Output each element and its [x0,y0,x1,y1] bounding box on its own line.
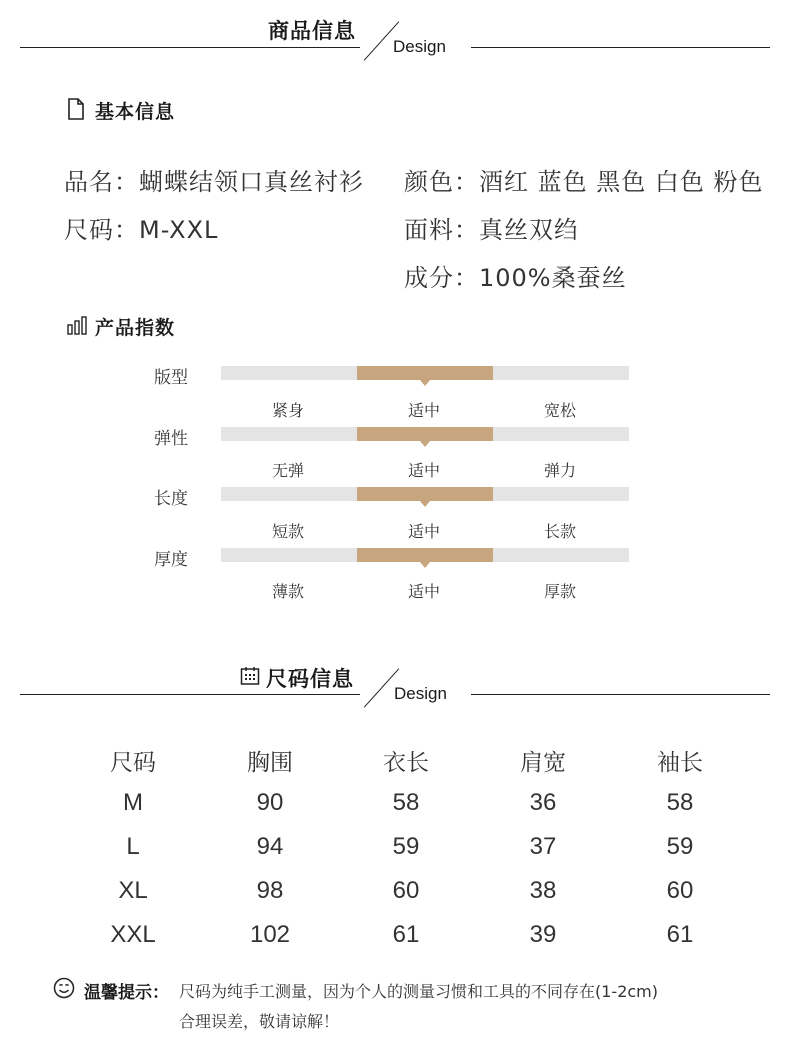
divider-left [20,694,360,695]
section-title: 商品信息 [268,19,356,43]
scale-mid: 适中 [407,401,440,420]
scale-right: 弹力 [543,461,576,480]
index-level-fill [357,427,493,441]
warm-tip-line2: 合理误差，敬请谅解！ [179,1012,340,1031]
scale-left: 无弹 [271,461,304,480]
table-cell: 102 [249,921,291,948]
calendar-icon [240,666,260,686]
scale-mid: 适中 [407,582,440,601]
table-cell: 58 [392,789,420,816]
column-header: 袖长 [657,750,703,776]
table-cell: 61 [392,921,420,948]
divider-right [471,694,770,695]
table-cell: 39 [529,921,557,948]
scale-left: 薄款 [271,582,304,601]
design-label: Design [394,684,447,703]
index-level-marker [420,441,430,447]
index-level-fill [357,487,493,501]
table-cell: M [123,789,143,816]
table-cell: 94 [256,833,284,860]
product-name: 品名：蝴蝶结领口真丝衬衫 [64,168,364,196]
divider-right [471,47,770,48]
table-cell: 60 [666,877,694,904]
table-cell: 36 [529,789,557,816]
table-cell: 37 [529,833,557,860]
table-cell: 61 [666,921,694,948]
table-cell: L [126,833,140,860]
index-label: 版型 [154,368,188,388]
section-title: 尺码信息 [266,667,354,691]
product-index-title: 产品指数 [95,317,176,339]
table-cell: 59 [392,833,420,860]
scale-left: 紧身 [271,401,304,420]
table-cell: 59 [666,833,694,860]
document-icon [67,98,85,120]
warm-tip-label: 温馨提示： [84,983,169,1003]
product-composition: 成分：100%桑蚕丝 [404,264,627,292]
table-cell: 38 [529,877,557,904]
product-colors: 颜色：酒红 蓝色 黑色 白色 粉色 [404,168,764,196]
index-level-fill [357,366,493,380]
index-label: 长度 [154,489,188,509]
product-size-range: 尺码：M-XXL [64,216,219,244]
column-header: 肩宽 [520,750,566,776]
index-label: 弹性 [154,429,188,449]
table-cell: 98 [256,877,284,904]
table-cell: XXL [110,921,156,948]
column-header: 衣长 [383,750,429,776]
bar-chart-icon [67,316,91,335]
basic-info-title: 基本信息 [95,101,176,123]
table-cell: XL [118,877,148,904]
scale-mid: 适中 [407,461,440,480]
table-cell: 60 [392,877,420,904]
product-fabric: 面料：真丝双绉 [404,216,579,244]
table-cell: 90 [256,789,284,816]
warm-tip-line1: 尺码为纯手工测量，因为个人的测量习惯和工具的不同存在(1-2cm) [179,982,659,1001]
index-label: 厚度 [154,550,188,570]
divider-left [20,47,360,48]
index-level-marker [420,380,430,386]
scale-left: 短款 [271,522,304,541]
index-level-fill [357,548,493,562]
index-level-marker [420,562,430,568]
design-label: Design [393,37,446,56]
scale-right: 长款 [543,522,576,541]
scale-right: 宽松 [543,401,576,420]
scale-right: 厚款 [543,582,576,601]
table-cell: 58 [666,789,694,816]
column-header: 胸围 [247,750,293,776]
smiley-icon [53,977,75,999]
index-level-marker [420,501,430,507]
column-header: 尺码 [110,750,156,776]
scale-mid: 适中 [407,522,440,541]
